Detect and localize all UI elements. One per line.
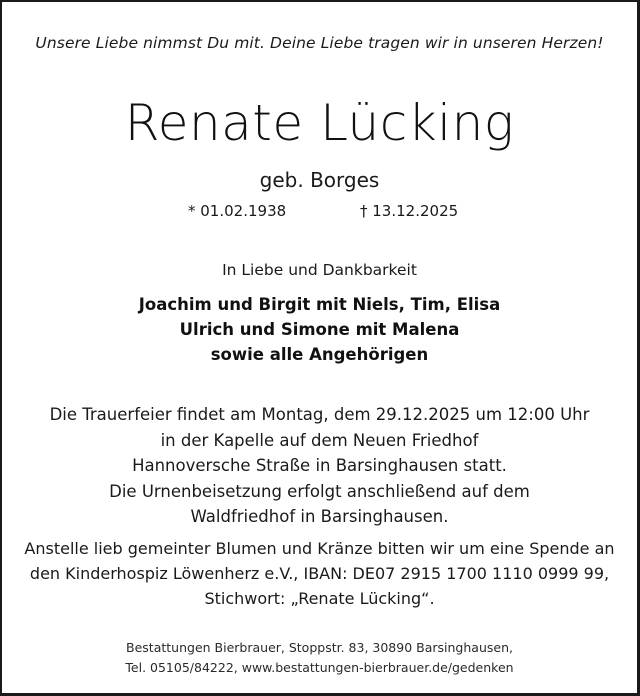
funeral-home-footer [2, 638, 637, 678]
ceremony-info [2, 402, 637, 530]
footer-line: Tel. 05105/84222, www.bestattungen-bierbrauer.de/gedenken [125, 660, 514, 675]
donation-line: Stichwort: „Renate Lücking“. [204, 589, 435, 608]
birth-date: * 01.02.1938 [188, 202, 287, 220]
donation-line: den Kinderhospiz Löwenherz e.V., IBAN: DE07 2915 1700 1110 0999 99, [29, 564, 610, 583]
ceremony-line: Waldfriedhof in Barsinghausen. [190, 507, 449, 526]
donation-info [2, 536, 637, 611]
donation-line: Anstelle lieb gemeinter Blumen und Kränze bitten wir um eine Spende an [24, 539, 615, 558]
footer-line: Bestattungen Bierbrauer, Stoppstr. 83, 30890 Barsinghausen, [126, 640, 513, 655]
motto-text: Unsere Liebe nimmst Du mit. Deine Liebe tragen wir in unseren Herzen! [35, 34, 604, 52]
deceased-name: Renate Lücking [124, 94, 515, 152]
maiden-name: geb. Borges [259, 168, 380, 192]
death-date: † 13.12.2025 [360, 202, 459, 220]
ceremony-line: in der Kapelle auf dem Neuen Friedhof [160, 430, 479, 450]
thanks-heading: In Liebe und Dankbarkeit [222, 261, 417, 279]
family-line: Joachim und Birgit mit Niels, Tim, Elisa [138, 295, 501, 314]
family-line: sowie alle Angehörigen [210, 345, 429, 364]
ceremony-line: Hannoversche Straße in Barsinghausen statt. [132, 456, 507, 475]
ceremony-line: Die Trauerfeier findet am Montag, dem 29.12.2025 um 12:00 Uhr [49, 405, 590, 424]
family-list [2, 292, 637, 367]
ceremony-line: Die Urnenbeisetzung erfolgt anschließend auf dem [109, 481, 530, 501]
family-line: Ulrich und Simone mit Malena [179, 320, 460, 339]
